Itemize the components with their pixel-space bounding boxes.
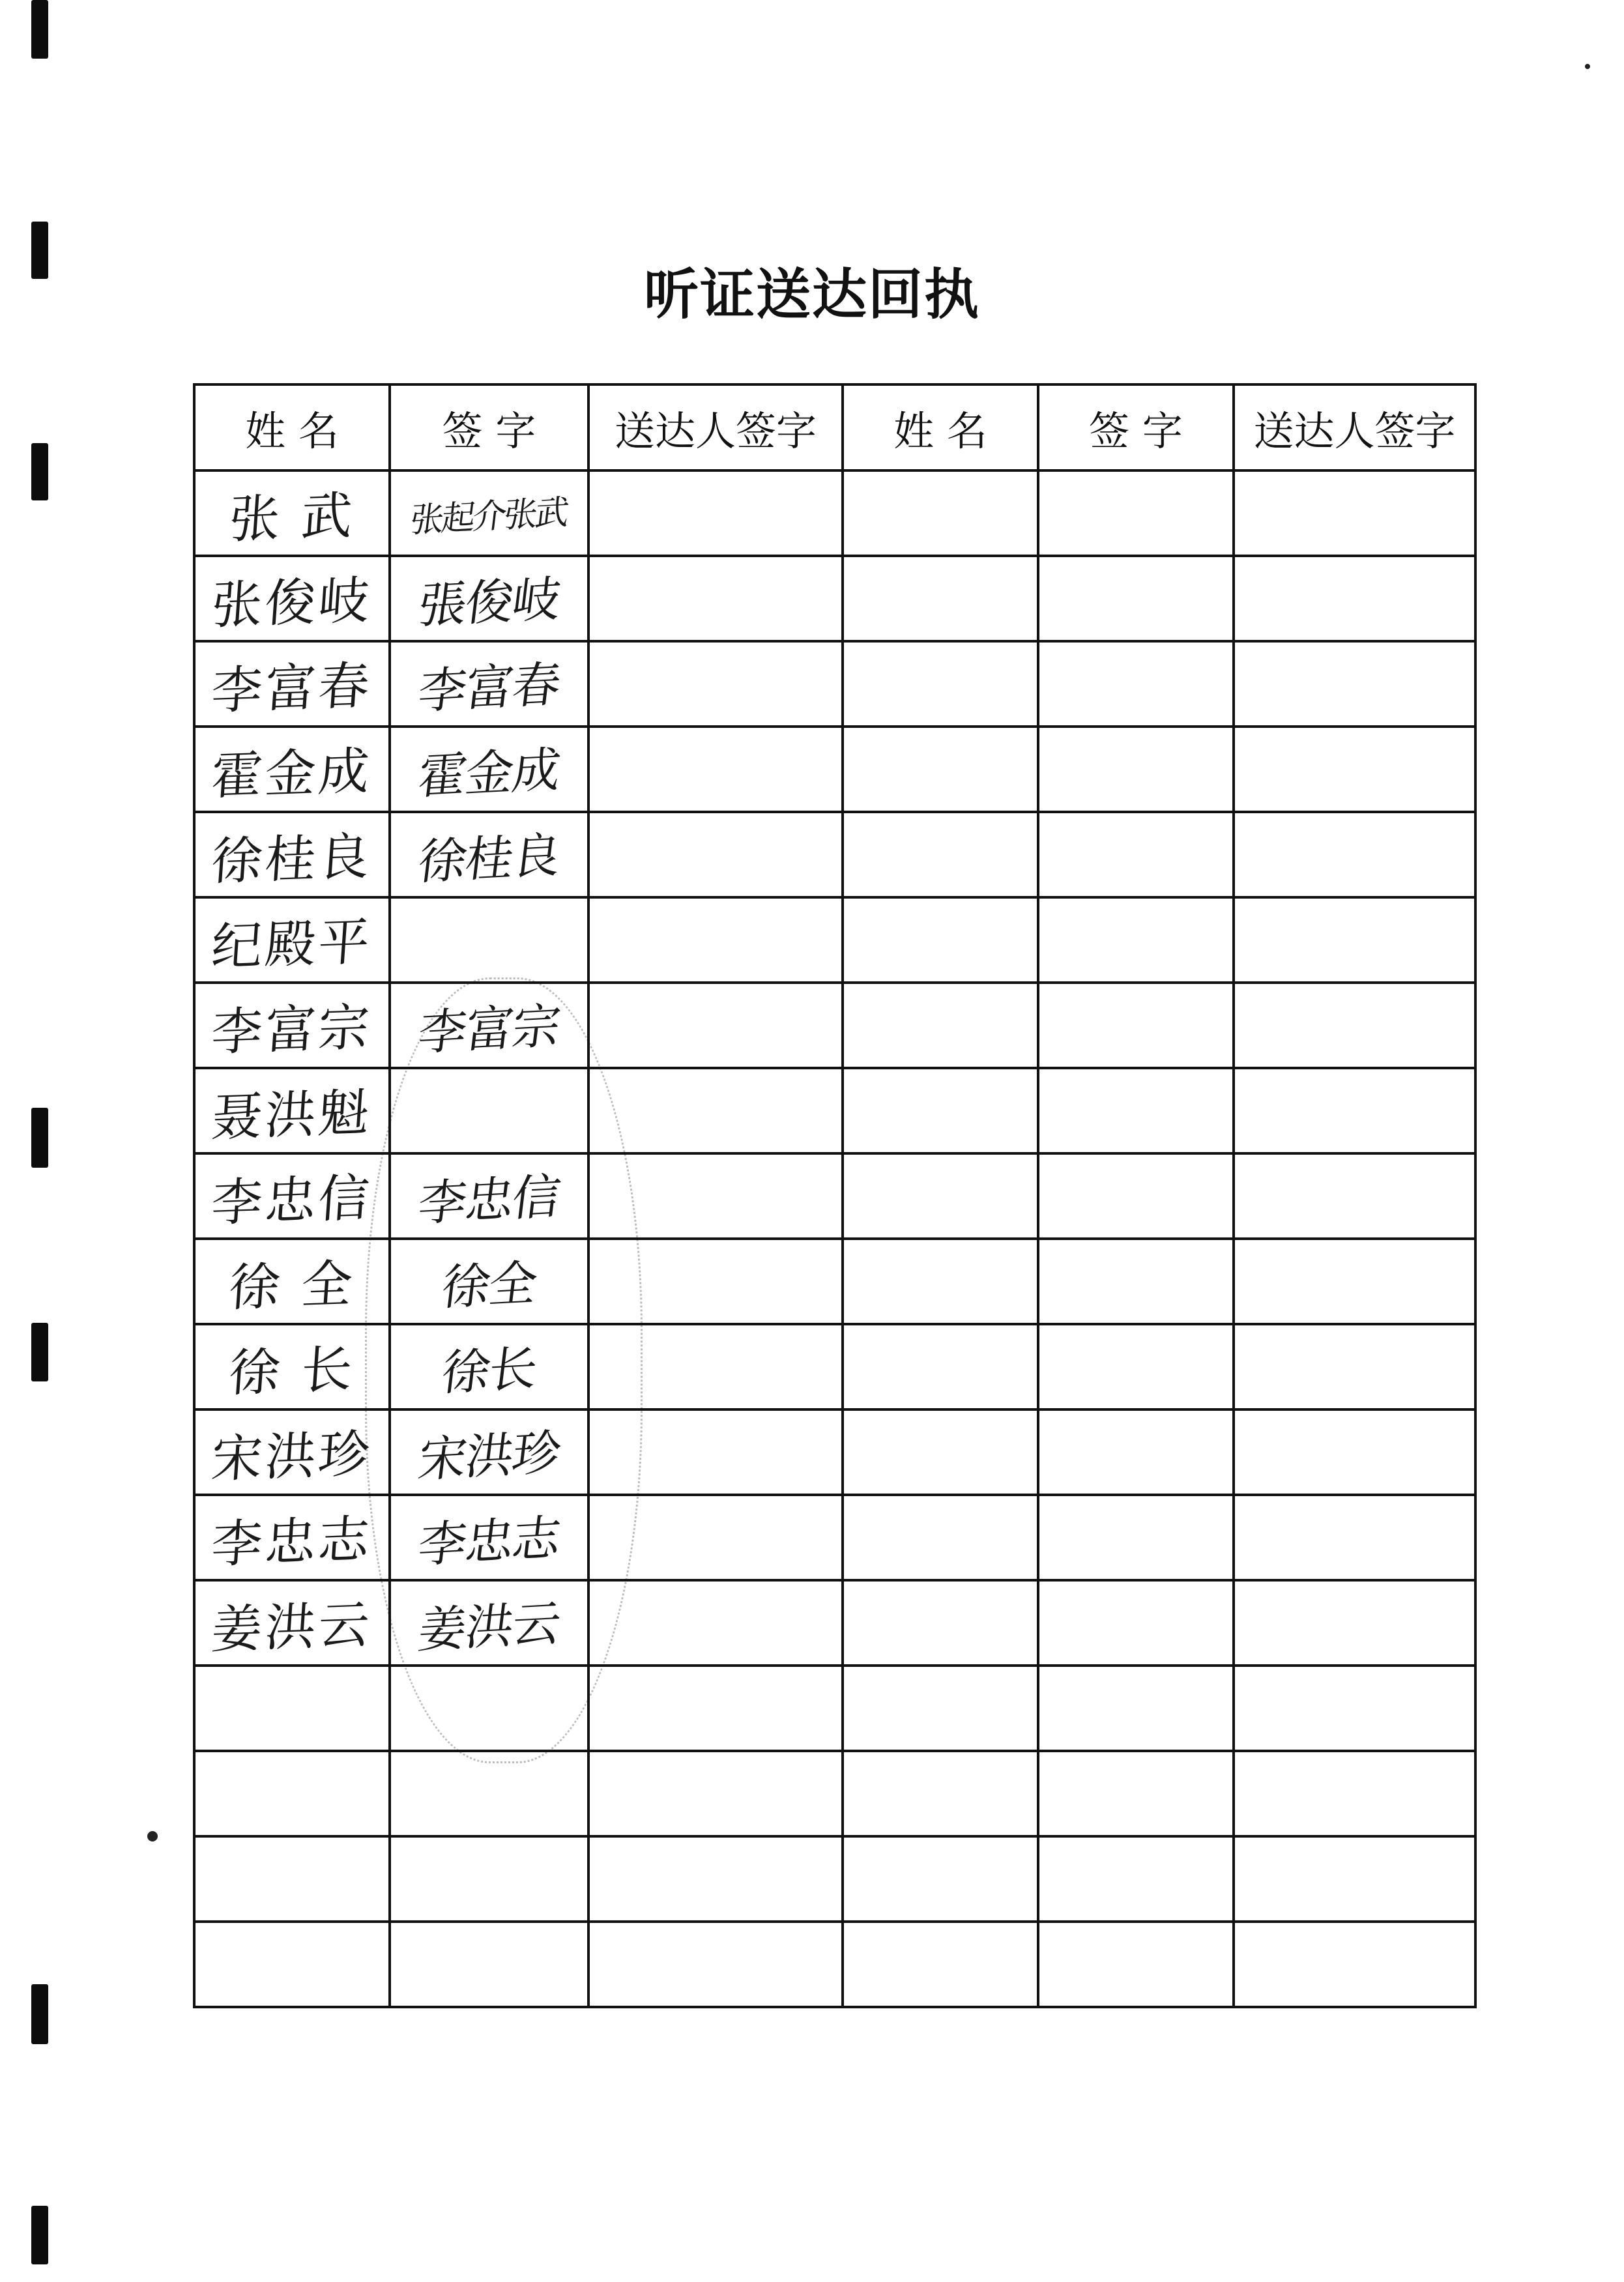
signature-cell xyxy=(1038,1495,1234,1580)
handwritten-name: 李忠志 xyxy=(209,1510,374,1574)
server-signature-cell xyxy=(1234,1495,1475,1580)
table-row xyxy=(194,1324,1475,1409)
server-signature-cell xyxy=(588,1836,843,1922)
table-row xyxy=(194,812,1475,897)
server-signature-cell xyxy=(588,556,843,641)
signature-cell xyxy=(1038,641,1234,727)
handwritten-name: 李富宗 xyxy=(209,998,374,1062)
signature-cell xyxy=(390,983,588,1068)
signature-cell xyxy=(1038,556,1234,641)
server-signature-cell xyxy=(1234,1580,1475,1666)
name-cell xyxy=(843,1239,1038,1324)
table-row xyxy=(194,1751,1475,1836)
header-server-signature: 送达人签字 xyxy=(1234,384,1475,470)
signature-cell xyxy=(390,1836,588,1922)
table-row xyxy=(194,897,1475,983)
signature-cell xyxy=(390,1068,588,1153)
signature-cell xyxy=(390,1751,588,1836)
name-cell xyxy=(843,1922,1038,2007)
table-row xyxy=(194,983,1475,1068)
handwritten-name: 李富春 xyxy=(209,656,374,721)
name-cell xyxy=(194,1068,390,1153)
signature-cell xyxy=(1038,1580,1234,1666)
name-cell xyxy=(194,1751,390,1836)
name-cell xyxy=(843,1068,1038,1153)
server-signature-cell xyxy=(588,1580,843,1666)
name-cell xyxy=(194,1666,390,1751)
table-row xyxy=(194,1153,1475,1239)
filing-mark xyxy=(31,0,48,59)
handwritten-name: 霍金成 xyxy=(209,742,374,806)
signature-cell xyxy=(1038,1922,1234,2007)
table-row xyxy=(194,1409,1475,1495)
signature-cell xyxy=(390,812,588,897)
signature-cell xyxy=(1038,1068,1234,1153)
handwritten-signature: 李富春 xyxy=(414,656,562,720)
name-cell xyxy=(194,1239,390,1324)
scan-speck xyxy=(147,1831,158,1841)
name-cell xyxy=(194,983,390,1068)
server-signature-cell xyxy=(1234,1751,1475,1836)
document-title: 听证送达回执 xyxy=(643,263,980,326)
name-cell xyxy=(843,1666,1038,1751)
signature-cell xyxy=(390,1153,588,1239)
header-server-signature: 送达人签字 xyxy=(588,384,843,470)
name-cell xyxy=(843,983,1038,1068)
server-signature-cell xyxy=(588,1751,843,1836)
handwritten-signature: 李富宗 xyxy=(414,997,562,1062)
server-signature-cell xyxy=(588,812,843,897)
handwritten-name: 张 武 xyxy=(227,486,356,550)
signature-cell xyxy=(1038,1153,1234,1239)
name-cell xyxy=(843,727,1038,812)
header-name: 姓 名 xyxy=(194,384,390,470)
server-signature-cell xyxy=(588,1068,843,1153)
name-cell xyxy=(194,1495,390,1580)
table-row xyxy=(194,641,1475,727)
handwritten-name: 纪殿平 xyxy=(209,912,374,977)
signature-cell xyxy=(390,1922,588,2007)
server-signature-cell xyxy=(1234,1153,1475,1239)
server-signature-cell xyxy=(1234,1239,1475,1324)
handwritten-name: 徐 全 xyxy=(227,1254,356,1318)
handwritten-signature: 霍金成 xyxy=(414,741,562,805)
signature-cell xyxy=(390,1580,588,1666)
server-signature-cell xyxy=(1234,556,1475,641)
handwritten-signature: 徐桂良 xyxy=(414,826,562,891)
name-cell xyxy=(194,1324,390,1409)
handwritten-name: 姜洪云 xyxy=(209,1595,374,1660)
signature-cell xyxy=(1038,1836,1234,1922)
server-signature-cell xyxy=(1234,897,1475,983)
handwritten-signature: 張俊岐 xyxy=(414,570,562,635)
server-signature-cell xyxy=(588,727,843,812)
server-signature-cell xyxy=(1234,470,1475,556)
name-cell xyxy=(843,1751,1038,1836)
handwritten-name: 聂洪魁 xyxy=(209,1083,374,1148)
server-signature-cell xyxy=(588,1922,843,2007)
signature-cell xyxy=(1038,1666,1234,1751)
signature-cell xyxy=(390,727,588,812)
table-header-row xyxy=(194,384,1475,470)
filing-mark xyxy=(31,1323,48,1381)
server-signature-cell xyxy=(1234,1836,1475,1922)
signature-cell xyxy=(1038,1409,1234,1495)
server-signature-cell xyxy=(1234,812,1475,897)
server-signature-cell xyxy=(1234,1922,1475,2007)
server-signature-cell xyxy=(588,1666,843,1751)
filing-mark xyxy=(31,2206,48,2264)
table-row xyxy=(194,1666,1475,1751)
signature-cell xyxy=(1038,983,1234,1068)
signature-cell xyxy=(1038,470,1234,556)
name-cell xyxy=(194,556,390,641)
server-signature-cell xyxy=(588,897,843,983)
name-cell xyxy=(843,641,1038,727)
signature-cell xyxy=(390,1324,588,1409)
name-cell xyxy=(194,641,390,727)
receipt-table xyxy=(193,383,1477,2008)
table-row xyxy=(194,556,1475,641)
handwritten-signature: 徐全 xyxy=(438,1254,539,1316)
table-row xyxy=(194,1922,1475,2007)
name-cell xyxy=(194,812,390,897)
server-signature-cell xyxy=(1234,727,1475,812)
server-signature-cell xyxy=(588,1495,843,1580)
name-cell xyxy=(194,727,390,812)
handwritten-name: 李忠信 xyxy=(209,1168,374,1233)
table-body xyxy=(194,470,1475,2007)
handwritten-signature: 李忠志 xyxy=(414,1509,562,1574)
signature-cell xyxy=(1038,1324,1234,1409)
handwritten-signature: 李忠信 xyxy=(414,1168,562,1232)
header-signature: 签 字 xyxy=(1038,384,1234,470)
server-signature-cell xyxy=(1234,1068,1475,1153)
server-signature-cell xyxy=(588,1153,843,1239)
name-cell xyxy=(843,470,1038,556)
server-signature-cell xyxy=(588,1409,843,1495)
table-row xyxy=(194,1239,1475,1324)
name-cell xyxy=(843,1495,1038,1580)
name-cell xyxy=(843,1580,1038,1666)
signature-cell xyxy=(1038,1751,1234,1836)
server-signature-cell xyxy=(588,1239,843,1324)
filing-mark xyxy=(31,1984,48,2044)
name-cell xyxy=(843,1409,1038,1495)
server-signature-cell xyxy=(1234,1666,1475,1751)
name-cell xyxy=(843,1153,1038,1239)
handwritten-name: 徐 长 xyxy=(227,1340,356,1404)
signature-cell xyxy=(390,1495,588,1580)
signature-cell xyxy=(1038,897,1234,983)
name-cell xyxy=(843,897,1038,983)
name-cell xyxy=(194,1836,390,1922)
server-signature-cell xyxy=(588,983,843,1068)
handwritten-name: 宋洪珍 xyxy=(209,1424,374,1489)
server-signature-cell xyxy=(1234,641,1475,727)
handwritten-signature: 徐长 xyxy=(438,1340,539,1402)
server-signature-cell xyxy=(588,470,843,556)
handwritten-signature: 宋洪珍 xyxy=(414,1424,562,1488)
table-row xyxy=(194,1836,1475,1922)
signature-cell xyxy=(390,470,588,556)
table-row xyxy=(194,727,1475,812)
signature-cell xyxy=(390,556,588,641)
name-cell xyxy=(194,1580,390,1666)
handwritten-signature: 张起介张武 xyxy=(408,493,570,541)
signature-cell xyxy=(390,641,588,727)
server-signature-cell xyxy=(588,1324,843,1409)
scan-speck xyxy=(1585,64,1590,69)
name-cell xyxy=(843,1324,1038,1409)
header-name: 姓 名 xyxy=(843,384,1038,470)
signature-cell xyxy=(1038,812,1234,897)
handwritten-signature: 姜洪云 xyxy=(414,1595,562,1659)
handwritten-name: 张俊岐 xyxy=(209,571,374,635)
signature-cell xyxy=(1038,727,1234,812)
signature-cell xyxy=(390,1666,588,1751)
table-row xyxy=(194,1068,1475,1153)
table-row xyxy=(194,470,1475,556)
signature-cell xyxy=(1038,1239,1234,1324)
server-signature-cell xyxy=(588,641,843,727)
signature-cell xyxy=(390,897,588,983)
server-signature-cell xyxy=(1234,983,1475,1068)
server-signature-cell xyxy=(1234,1324,1475,1409)
table-row xyxy=(194,1580,1475,1666)
name-cell xyxy=(194,1922,390,2007)
name-cell xyxy=(843,556,1038,641)
header-signature: 签 字 xyxy=(390,384,588,470)
handwritten-name: 徐桂良 xyxy=(209,827,374,891)
name-cell xyxy=(843,1836,1038,1922)
filing-mark xyxy=(31,443,48,500)
receipt-table-container xyxy=(193,383,1474,2008)
name-cell xyxy=(194,897,390,983)
name-cell xyxy=(194,1409,390,1495)
signature-cell xyxy=(390,1239,588,1324)
server-signature-cell xyxy=(1234,1409,1475,1495)
name-cell xyxy=(843,812,1038,897)
table-row xyxy=(194,1495,1475,1580)
filing-mark xyxy=(31,1108,48,1168)
name-cell xyxy=(194,470,390,556)
name-cell xyxy=(194,1153,390,1239)
signature-cell xyxy=(390,1409,588,1495)
